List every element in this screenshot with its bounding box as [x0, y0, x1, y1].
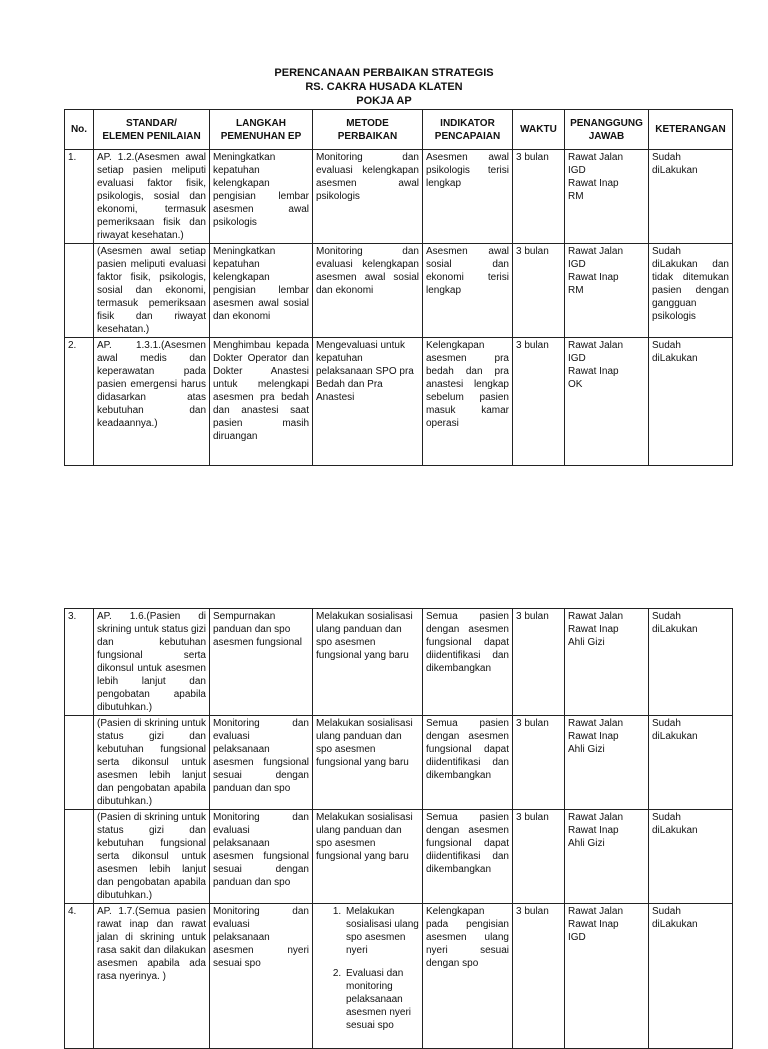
cell-keterangan: Sudah diLakukan: [649, 609, 733, 716]
table-row: [65, 338, 733, 466]
cell-langkah: Monitoring dan evaluasi pelaksanaan asesmen fungsional sesuai dengan panduan dan spo: [210, 810, 313, 904]
cell-indikator: Asesmen awal sosial dan ekonomi terisi lengkap: [423, 244, 513, 338]
cell-indikator: Kelengkapan asesmen pra bedah dan pra anastesi lengkap sebelum pasien masuk kamar operasi: [423, 338, 513, 466]
header-langkah: LANGKAH PEMENUHAN EP: [210, 110, 313, 150]
cell-keterangan: Sudah diLakukan: [649, 338, 733, 466]
cell-langkah: Meningkatkan kepatuhan kelengkapan pengisian lembar asesmen awal psikologis: [210, 150, 313, 244]
cell-indikator: Semua pasien dengan asesmen fungsional dapat diidentifikasi dan dikembangkan: [423, 716, 513, 810]
header-penanggung-jawab: PENANGGUNG JAWAB: [565, 110, 649, 150]
cell-indikator: Semua pasien dengan asesmen fungsional dapat diidentifikasi dan dikembangkan: [423, 810, 513, 904]
cell-metode: Monitoring dan evaluasi kelengkapan asesmen awal sosial dan ekonomi: [313, 244, 423, 338]
cell-standar: AP. 1.3.1.(Asesmen awal medis dan keperawatan pada pasien emergensi harus didasarkan atas kebutuhan dan keadaannya.): [94, 338, 210, 466]
cell-waktu: 3 bulan: [513, 338, 565, 466]
cell-langkah: Sempurnakan panduan dan spo asesmen fungsional: [210, 609, 313, 716]
cell-metode: [313, 904, 423, 1049]
cell-indikator: Semua pasien dengan asesmen fungsional dapat diidentifikasi dan dikembangkan: [423, 609, 513, 716]
cell-no: [65, 810, 94, 904]
metode-step-item: 1. Melakukan sosialisasi ulang spo asesmen nyeri: [344, 905, 419, 957]
title-line-3: POKJA AP: [356, 95, 412, 107]
title-line-2: RS. CAKRA HUSADA KLATEN: [305, 81, 463, 93]
table-row: [65, 150, 733, 244]
cell-keterangan: Sudah diLakukan: [649, 150, 733, 244]
cell-waktu: 3 bulan: [513, 609, 565, 716]
cell-langkah: Monitoring dan evaluasi pelaksanaan asesmen nyeri sesuai spo: [210, 904, 313, 1049]
table-header-row: [65, 110, 733, 150]
cell-langkah: Monitoring dan evaluasi pelaksanaan asesmen fungsional sesuai dengan panduan dan spo: [210, 716, 313, 810]
cell-no: [65, 244, 94, 338]
cell-waktu: 3 bulan: [513, 716, 565, 810]
cell-metode: Melakukan sosialisasi ulang panduan dan spo asesmen fungsional yang baru: [313, 609, 423, 716]
header-standar: STANDAR/ ELEMEN PENILAIAN: [94, 110, 210, 150]
strategy-table-part-2: [64, 608, 733, 1049]
cell-no: [65, 716, 94, 810]
cell-no: 1.: [65, 150, 94, 244]
cell-standar: (Pasien di skrining untuk status gizi dan kebutuhan fungsional serta dikonsul untuk asesmen lebih lanjut dan pengobatan apabila dibutuhkan.): [94, 810, 210, 904]
cell-penanggung-jawab: Rawat Jalan Rawat Inap Ahli Gizi: [565, 716, 649, 810]
cell-langkah: Meningkatkan kepatuhan kelengkapan pengisian lembar asesmen awal sosial dan ekonomi: [210, 244, 313, 338]
cell-metode: Monitoring dan evaluasi kelengkapan asesmen awal psikologis: [313, 150, 423, 244]
table-row: [65, 609, 733, 716]
cell-standar: AP. 1.6.(Pasien di skrining untuk status gizi dan kebutuhan fungsional serta dikonsul untuk asesmen lebih lanjut dan pengobatan apabila dibutuhkan.): [94, 609, 210, 716]
header-keterangan: KETERANGAN: [649, 110, 733, 150]
title-line-1: PERENCANAAN PERBAIKAN STRATEGIS: [274, 67, 494, 79]
cell-keterangan: Sudah diLakukan: [649, 810, 733, 904]
cell-standar: (Pasien di skrining untuk status gizi dan kebutuhan fungsional serta dikonsul untuk asesmen lebih lanjut dan pengobatan apabila dibutuhkan.): [94, 716, 210, 810]
metode-step-list: [316, 905, 419, 1032]
cell-indikator: Asesmen awal psikologis terisi lengkap: [423, 150, 513, 244]
cell-waktu: 3 bulan: [513, 244, 565, 338]
cell-keterangan: Sudah diLakukan: [649, 716, 733, 810]
cell-penanggung-jawab: Rawat Jalan IGD Rawat Inap RM: [565, 150, 649, 244]
cell-standar: (Asesmen awal setiap pasien meliputi evaluasi faktor fisik, psikologis, sosial dan ekonomi, termasuk pemeriksaan fisik dan riwayat kesehatan.): [94, 244, 210, 338]
cell-langkah: Menghimbau kepada Dokter Operator dan Dokter Anastesi untuk melengkapi asesmen pra bedah dan anastesi saat pasien masih diruangan: [210, 338, 313, 466]
header-waktu: WAKTU: [513, 110, 565, 150]
cell-no: 4.: [65, 904, 94, 1049]
table-row: [65, 716, 733, 810]
cell-penanggung-jawab: Rawat Jalan IGD Rawat Inap RM: [565, 244, 649, 338]
header-indikator: INDIKATOR PENCAPAIAN: [423, 110, 513, 150]
strategy-table-part-1: [64, 109, 733, 466]
table-row: [65, 810, 733, 904]
cell-standar: AP. 1.7.(Semua pasien rawat inap dan rawat jalan di skrining untuk rasa sakit dan dilakukan asesmen apabila ada rasa nyerinya. ): [94, 904, 210, 1049]
cell-metode: Melakukan sosialisasi ulang panduan dan spo asesmen fungsional yang baru: [313, 810, 423, 904]
cell-standar: AP. 1.2.(Asesmen awal setiap pasien meliputi evaluasi faktor fisik, psikologis, sosial dan ekonomi, termasuk pemeriksaan fisik dan riwayat kesehatan.): [94, 150, 210, 244]
cell-waktu: 3 bulan: [513, 904, 565, 1049]
cell-keterangan: Sudah diLakukan dan tidak ditemukan pasien dengan gangguan psikologis: [649, 244, 733, 338]
cell-metode: Melakukan sosialisasi ulang panduan dan spo asesmen fungsional yang baru: [313, 716, 423, 810]
cell-waktu: 3 bulan: [513, 150, 565, 244]
cell-penanggung-jawab: Rawat Jalan Rawat Inap IGD: [565, 904, 649, 1049]
cell-penanggung-jawab: Rawat Jalan Rawat Inap Ahli Gizi: [565, 810, 649, 904]
table-row: [65, 904, 733, 1049]
cell-keterangan: Sudah diLakukan: [649, 904, 733, 1049]
cell-no: 2.: [65, 338, 94, 466]
cell-penanggung-jawab: Rawat Jalan Rawat Inap Ahli Gizi: [565, 609, 649, 716]
cell-penanggung-jawab: Rawat Jalan IGD Rawat Inap OK: [565, 338, 649, 466]
cell-indikator: Kelengkapan pada pengisian asesmen ulang nyeri sesuai dengan spo: [423, 904, 513, 1049]
table-row: [65, 244, 733, 338]
header-metode: METODE PERBAIKAN: [313, 110, 423, 150]
header-no: No.: [65, 110, 94, 150]
cell-no: 3.: [65, 609, 94, 716]
document-title: [0, 66, 768, 108]
cell-metode: Mengevaluasi untuk kepatuhan pelaksanaan SPO pra Bedah dan Pra Anastesi: [313, 338, 423, 466]
cell-waktu: 3 bulan: [513, 810, 565, 904]
metode-step-item: 2. Evaluasi dan monitoring pelaksanaan asesmen nyeri sesuai spo: [344, 967, 419, 1032]
